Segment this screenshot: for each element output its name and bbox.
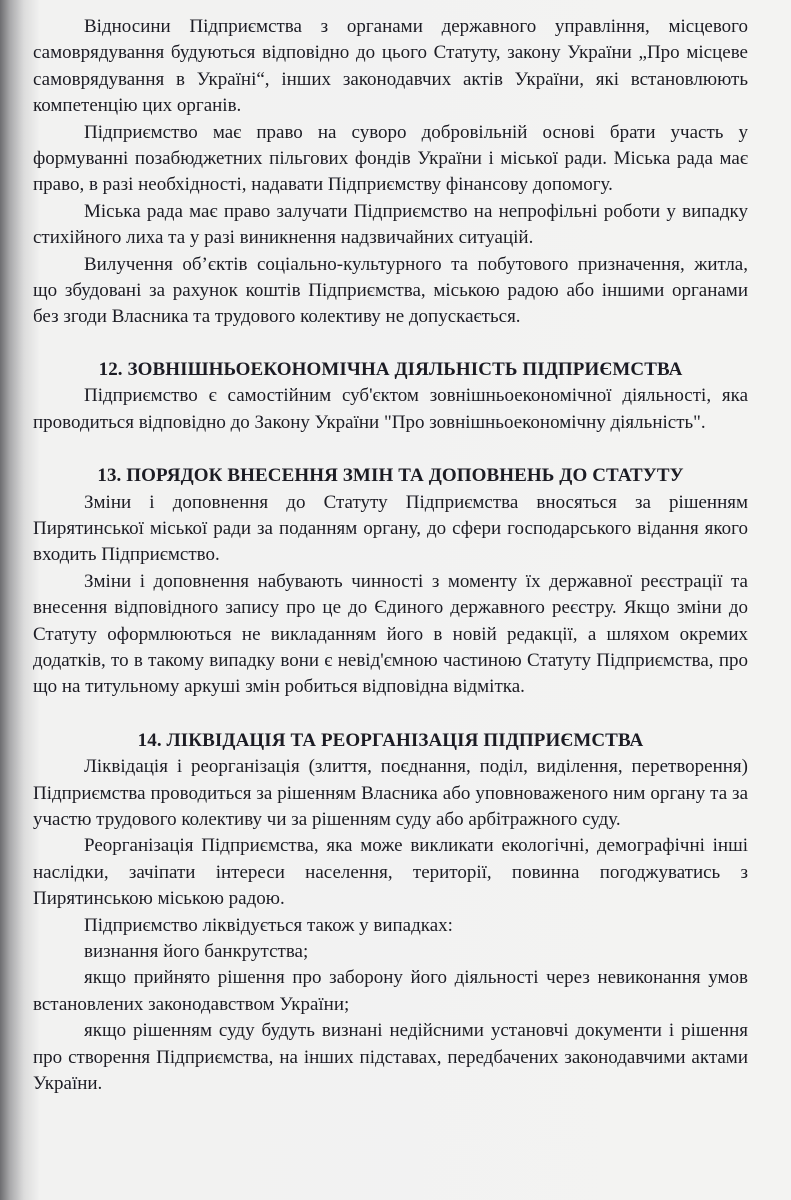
section-spacer (33, 331, 748, 357)
intro-paragraph: Міська рада має право залучати Підприємство на непрофільні роботи у випадку стихійного лиха та у разі виникнення надзвичайних ситуацій. (33, 200, 748, 249)
section-14-paragraph: Ліквідація і реорганізація (злиття, поєднання, поділ, виділення, перетворення) Підприємства проводиться за рішенням Власника або уповноваженого ним органу та за участю трудового колективу чи за рішенням суду або арбітражного суду. (33, 756, 748, 830)
section-13-heading: 13. ПОРЯДОК ВНЕСЕННЯ ЗМІН ТА ДОПОВНЕНЬ ДО СТАТУТУ (97, 465, 684, 487)
intro-paragraph: Вилучення об’єктів соціально-культурного та побутового призначення, житла, що збудовані за рахунок коштів Підприємства, міською радою або іншими органами без згоди Власника та трудового колективу не допускається. (33, 253, 748, 328)
section-spacer (33, 701, 748, 728)
section-14-paragraph: Підприємство ліквідується також у випадках: (84, 914, 453, 936)
section-14-heading: 14. ЛІКВІДАЦІЯ ТА РЕОРГАНІЗАЦІЯ ПІДПРИЄМСТВА (137, 729, 644, 751)
intro-paragraph: Підприємство має право на суворо добровільній основі брати участь у формуванні позабюджетних пільгових фондів України і міської ради. Міська рада має право, в разі необхідності, надавати Підприємству фінансову допомогу. (33, 121, 748, 196)
section-spacer (33, 436, 748, 463)
section-14-paragraph: Реорганізація Підприємства, яка може викликати екологічні, демографічні інші наслідки, зачіпати інтереси населення, території, повинна погоджуватись з Пирятинською міською радою. (33, 835, 748, 910)
section-14-list-item: визнання його банкрутства; (84, 941, 309, 962)
section-12-paragraph: Підприємство є самостійним суб'єктом зовнішньоекономічної діяльності, яка проводиться відповідно до Закону України "Про зовнішньоекономічну діяльність". (33, 385, 748, 433)
section-13-paragraph: Зміни і доповнення набувають чинності з моменту їх державної реєстрації та внесення відповідного запису про це до Єдиного державного реєстру. Якщо зміни до Статуту оформлюються не викладанням його в новій редакції, а шляхом окремих додатків, то в такому випадку вони є невід'ємною частиною Статуту Підприємства, про що на титульному аркуші змін робиться відповідна відмітка. (33, 570, 748, 698)
section-12-heading: 12. ЗОВНІШНЬОЕКОНОМІЧНА ДІЯЛЬНІСТЬ ПІДПРИЄМСТВА (98, 358, 683, 380)
intro-paragraph: Відносини Підприємства з органами державного управління, місцевого самоврядування будуються відповідно до цього Статуту, закону України „Про місцеве самоврядування в Україні“, інших законодавчих актів України, які встановлюють компетенцію цих органів. (33, 16, 748, 117)
document-body (33, 14, 748, 1097)
section-13-paragraph: Зміни і доповнення до Статуту Підприємства вносяться за рішенням Пирятинської міської ради за поданням органу, до сфери господарського відання якого входить Підприємство. (33, 491, 748, 566)
section-14-list-item: якщо рішенням суду будуть визнані недійсними установчі документи і рішення про створення Підприємства, на інших підставах, передбачених законодавчими актами України. (33, 1020, 748, 1095)
section-14-list-item: якщо прийнято рішення про заборону його діяльності через невиконання умов встановлених законодавством України; (33, 967, 748, 1015)
